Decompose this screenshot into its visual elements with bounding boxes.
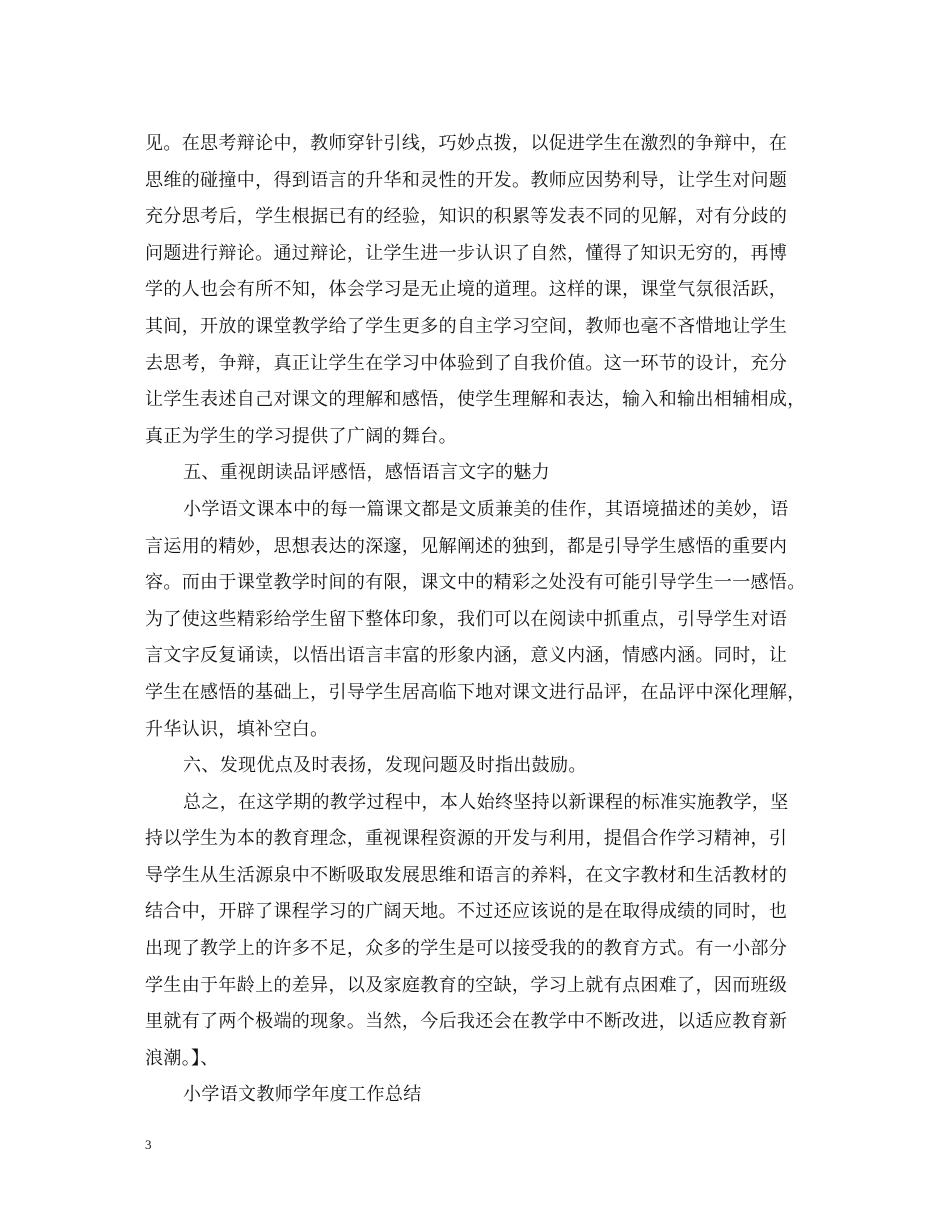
text-line: 充分思考后，学生根据已有的经验，知识的积累等发表不同的见解，对有分歧的	[145, 206, 788, 228]
text-line: 为了使这些精彩给学生留下整体印象，我们可以在阅读中抓重点，引导学生对语	[145, 608, 788, 630]
text-line: 小学语文课本中的每一篇课文都是文质兼美的佳作，其语境描述的美妙，语	[183, 498, 789, 520]
section-heading-5: 五、重视朗读品评感悟，感悟语言文字的魅力	[183, 462, 550, 484]
text-line: 总之，在这学期的教学过程中，本人始终坚持以新课程的标准实施教学，坚	[183, 791, 789, 813]
section-heading-6: 六、发现优点及时表扬，发现问题及时指出鼓励。	[183, 755, 587, 777]
text-line: 里就有了两个极端的现象。当然，今后我还会在教学中不断改进，以适应教育新	[145, 1011, 788, 1033]
text-line: 言运用的精妙，思想表达的深邃，见解阐述的独到，都是引导学生感悟的重要内	[145, 535, 788, 557]
text-line: 导学生从生活源泉中不断吸取发展思维和语言的养料，在文字教材和生活教材的	[145, 864, 788, 886]
paragraph-5	[145, 492, 805, 748]
text-line: 见。在思考辩论中，教师穿针引线，巧妙点拨，以促进学生在激烈的争辩中，在	[145, 133, 788, 154]
text-line: 真正为学生的学习提供了广阔的舞台。	[145, 425, 457, 447]
text-line: 其间，开放的课堂教学给了学生更多的自主学习空间，教师也毫不吝惜地让学生	[145, 315, 788, 337]
text-line: 持以学生为本的教育理念，重视课程资源的开发与利用，提倡合作学习精神，引	[145, 828, 788, 850]
text-line: 出现了教学上的许多不足，众多的学生是可以接受我的的教育方式。有一小部分	[145, 938, 788, 960]
paragraph-conclusion	[145, 785, 805, 1078]
text-line: 结合中，开辟了课程学习的广阔天地。不过还应该说的是在取得成绩的同时，也	[145, 901, 788, 923]
text-line: 浪潮。】、	[145, 1047, 219, 1069]
closing-title: 小学语文教师学年度工作总结	[183, 1084, 422, 1106]
text-line: 言文字反复诵读，以悟出语言丰富的形象内涵，意义内涵，情感内涵。同时，让	[145, 645, 788, 667]
text-line: 学生由于年龄上的差异，以及家庭教育的空缺，学习上就有点困难了，因而班级	[145, 974, 788, 996]
document-body	[145, 126, 805, 1114]
text-line: 容。而由于课堂教学时间的有限，课文中的精彩之处没有可能引导学生一一感悟。	[145, 572, 806, 594]
text-line: 升华认识，填补空白。	[145, 718, 329, 740]
text-line: 学生在感悟的基础上，引导学生居高临下地对课文进行品评，在品评中深化理解，	[145, 681, 806, 703]
paragraph-continuation	[145, 126, 805, 455]
page-number: 3	[145, 1137, 152, 1152]
text-line: 去思考，争辩，真正让学生在学习中体验到了自我价值。这一环节的设计，充分	[145, 352, 788, 374]
text-line: 思维的碰撞中，得到语言的升华和灵性的开发。教师应因势利导，让学生对问题	[145, 169, 788, 191]
text-line: 让学生表述自己对课文的理解和感悟，使学生理解和表达，输入和输出相辅相成，	[145, 389, 806, 411]
text-line: 问题进行辩论。通过辩论，让学生进一步认识了自然，懂得了知识无穷的，再博	[145, 242, 788, 264]
text-line: 学的人也会有所不知，体会学习是无止境的道理。这样的课，课堂气氛很活跃，	[145, 279, 788, 301]
